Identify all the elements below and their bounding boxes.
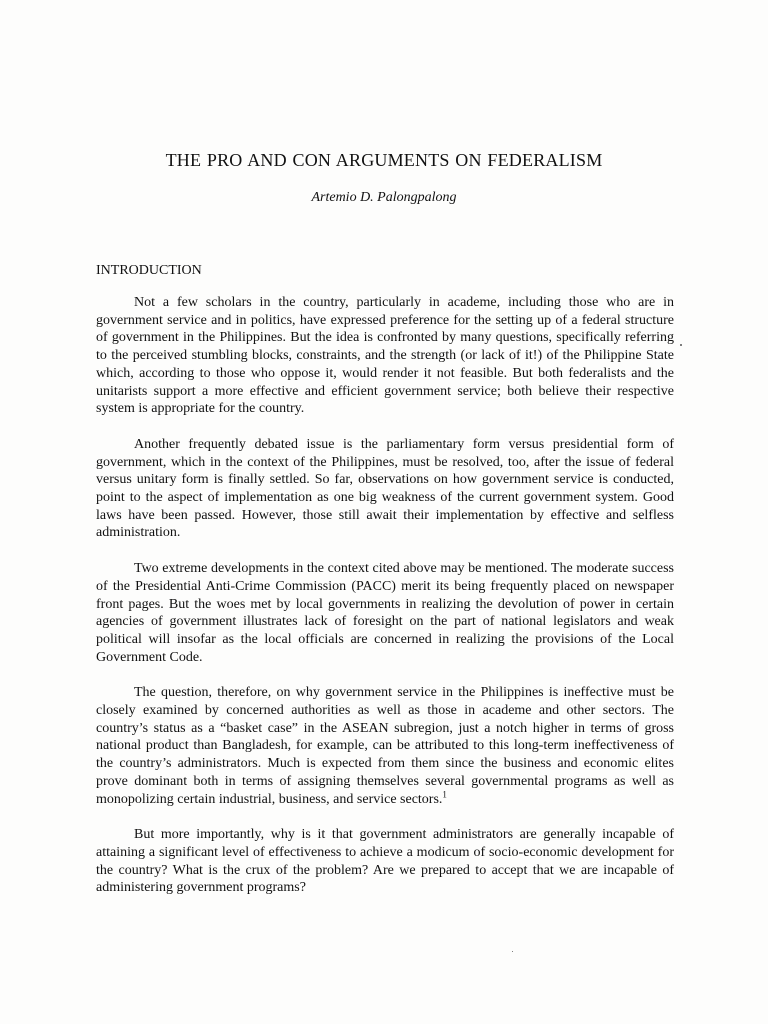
footnote-marker: 1	[442, 788, 447, 799]
section-heading-introduction: INTRODUCTION	[96, 263, 202, 278]
paragraph-3-text: Two extreme developments in the context cited above may be mentioned. The moderate success of the Presidential Anti-Crime Commission (PACC) merit its being frequently placed on newspaper front pages. But the woes met by local governments in realizing the devolution of power in certain agencies of government illustrates lack of foresight on the part of national legislators and weak political will insofar as the local officials are concerned in realizing the provisions of the Local Government Code.	[96, 561, 674, 665]
paragraph-4-text: The question, therefore, on why government service in the Philippines is ineffective must be closely examined by concerned authorities as well as those in academe and other sectors. The country’s status as a “basket case” in the ASEAN subregion, just a notch higher in terms of gross national product than Bangladesh, for example, can be attributed to this long-term ineffectiveness of the country’s administrators. Much is expected from them since the business and economic elites prove dominant both in terms of assigning themselves several governmental programs as well as monopolizing certain industrial, business, and service sectors.	[96, 685, 674, 807]
paragraph-1-text: Not a few scholars in the country, particularly in academe, including those who are in government service and in politics, have expressed preference for the setting up of a federal structure of government in the Philippines. But the idea is confronted by many questions, specifically referring to the perceived stumbling blocks, constraints, and the strength (or lack of it!) of the Philippine State which, according to those who oppose it, would render it not feasible. But both federalists and the unitarists support a more effective and efficient government service; both believe their respective system is appropriate for the country.	[96, 295, 674, 417]
paragraph-4	[96, 684, 674, 808]
paragraph-1	[96, 294, 674, 418]
paragraph-2	[96, 436, 674, 542]
scan-speck	[680, 344, 682, 346]
paragraph-2-text: Another frequently debated issue is the parliamentary form versus presidential form of government, which in the context of the Philippines, must be resolved, too, after the issue of federal versus unitary form is finally settled. So far, observations on how government service is conducted, point to the aspect of implementation as one big weakness of the current government system. Good laws have been passed. However, those still await their implementation by effective and selfless administration.	[96, 436, 674, 541]
scan-speck	[512, 951, 513, 952]
body-text	[96, 294, 674, 915]
document-title: THE PRO AND CON ARGUMENTS ON FEDERALISM	[165, 150, 603, 170]
paragraph-5-text: But more importantly, why is it that government administrators are generally incapable of attaining a significant level of effectiveness to achieve a modicum of socio-economic development for the country? What is the crux of the problem? Are we prepared to accept that we are incapable of administering government programs?	[96, 827, 674, 896]
document-author: Artemio D. Palongpalong	[311, 190, 457, 205]
paragraph-3	[96, 560, 674, 666]
paragraph-5	[96, 826, 674, 897]
